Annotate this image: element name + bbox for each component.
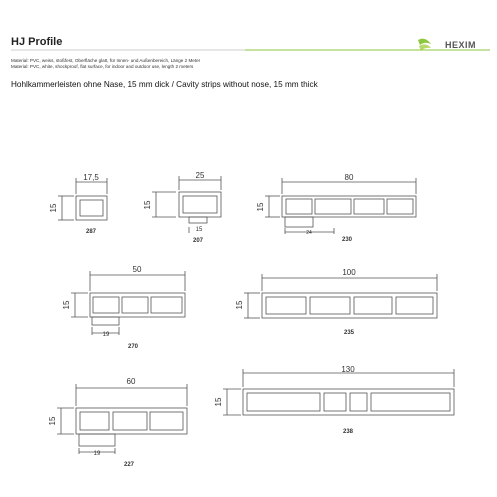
profile-230 bbox=[265, 178, 416, 234]
page-title: HJ Profile bbox=[11, 36, 63, 48]
profile-230-foot: 24 bbox=[306, 230, 312, 236]
profile-238-height: 15 bbox=[214, 397, 223, 407]
profile-235 bbox=[244, 274, 437, 318]
profile-270-id: 270 bbox=[127, 344, 139, 350]
profile-227-height: 15 bbox=[48, 416, 57, 426]
profile-230-id: 230 bbox=[341, 237, 353, 243]
profile-207-foot: 15 bbox=[195, 227, 203, 233]
profile-270-foot: 19 bbox=[102, 332, 110, 338]
profile-207-height: 15 bbox=[143, 200, 152, 210]
profile-287 bbox=[58, 178, 107, 220]
profile-227 bbox=[57, 384, 187, 454]
profile-235-height: 15 bbox=[235, 300, 244, 310]
profile-270-width: 50 bbox=[132, 265, 142, 274]
profile-238-id: 238 bbox=[342, 429, 354, 435]
profile-238-width: 130 bbox=[341, 365, 355, 374]
page-subtitle: Hohlkammerleisten ohne Nase, 15 mm dick / Cavity strips without nose, 15 mm thick bbox=[11, 80, 318, 89]
profile-235-id: 235 bbox=[343, 330, 355, 336]
profile-287-height: 15 bbox=[49, 203, 58, 213]
profile-227-id: 227 bbox=[123, 462, 135, 468]
profile-270 bbox=[71, 271, 185, 335]
profile-207 bbox=[152, 176, 221, 233]
profile-238 bbox=[223, 369, 454, 415]
profile-227-width: 60 bbox=[126, 377, 136, 386]
profile-227-foot: 19 bbox=[93, 451, 101, 457]
profile-287-width: 17,5 bbox=[83, 173, 99, 182]
profile-207-width: 25 bbox=[195, 171, 205, 180]
profile-230-width: 80 bbox=[344, 173, 354, 182]
material-description-de: Material: PVC, weiss, stoßfest, Oberfläche glatt, für Innen- und Außenbereich, Länge 2 Meter bbox=[11, 58, 201, 63]
profile-270-height: 15 bbox=[62, 300, 71, 310]
profile-207-id: 207 bbox=[192, 238, 204, 244]
brand-name: HEXIM bbox=[445, 40, 477, 50]
profile-235-width: 100 bbox=[342, 268, 356, 277]
profile-230-height: 15 bbox=[256, 202, 265, 212]
material-description-en: Material: PVC, white, shockproof, flat surface, for indoor and outdoor use, length 2 meters bbox=[11, 64, 194, 69]
profile-287-id: 287 bbox=[85, 229, 97, 235]
